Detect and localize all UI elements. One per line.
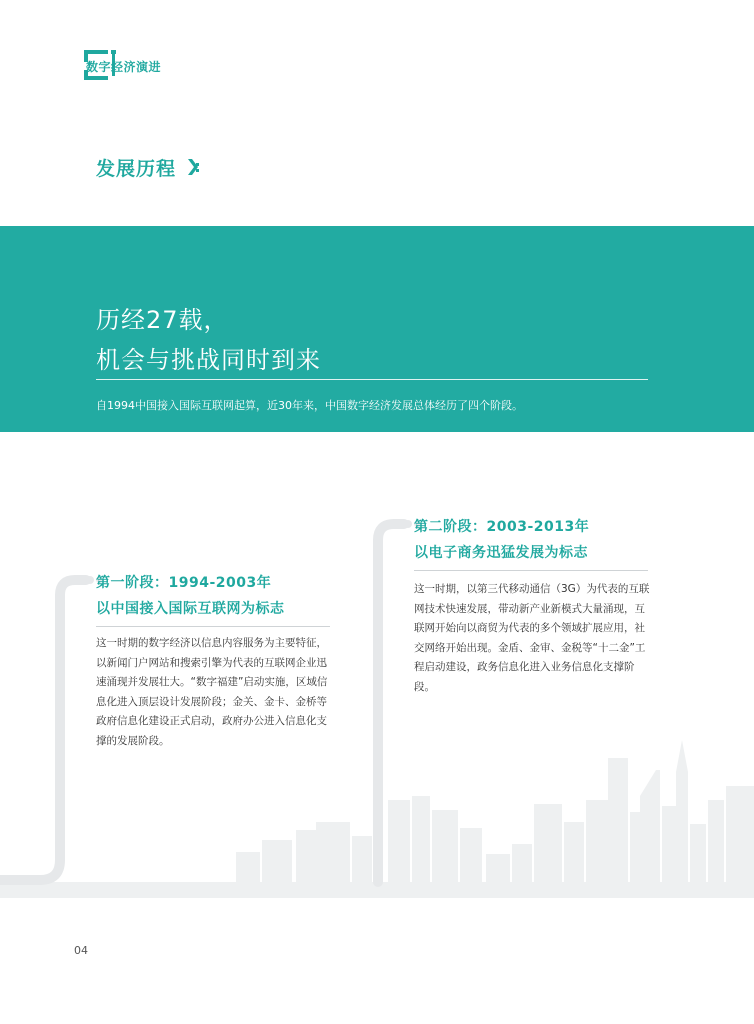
double-chevron-right-icon [186,158,202,176]
stage-2-subtitle: 以电子商务迅猛发展为标志 [414,545,588,561]
stage-1-divider [96,626,330,627]
banner-headline-line1: 历经27载， [96,306,229,334]
logo-text: 数字经济演进 [86,60,162,74]
stage-2-body: 这一时期，以第三代移动通信（3G）为代表的互联网技术快速发展，带动新产业新模式大量涌现，互联网开始向以商贸为代表的多个领域扩展应用，社交网络开始出现。金盾、金审、金税等“十二金”工程启动建设，政务信息化进入业务信息化支撑阶段。 [414,583,650,693]
stage-1-body: 这一时期的数字经济以信息内容服务为主要特征，以新闻门户网站和搜索引擎为代表的互联网企业迅速涌现并发展壮大。“数字福建”启动实施，区域信息化进入顶层设计发展阶段；金关、金卡、金桥等政府信息化建设正式启动，政府办公进入信息化支撑的发展阶段。 [96,637,328,747]
stage-1-heading [96,570,285,622]
banner-headline-line2: 机会与挑战同时到来 [96,346,321,374]
banner-description: 自1994中国接入国际互联网起算，近30年来，中国数字经济发展总体经历了四个阶段。 [96,399,523,412]
stage-2-heading [414,514,589,566]
section-title: 发展历程 [96,158,177,180]
stage-2-divider [414,570,648,571]
page-number: 04 [74,944,88,957]
stage-1-subtitle: 以中国接入国际互联网为标志 [96,601,285,617]
banner-divider [96,379,648,380]
stage-1-title: 第一阶段：1994-2003年 [96,575,272,591]
stage-2-title: 第二阶段：2003-2013年 [414,519,590,535]
